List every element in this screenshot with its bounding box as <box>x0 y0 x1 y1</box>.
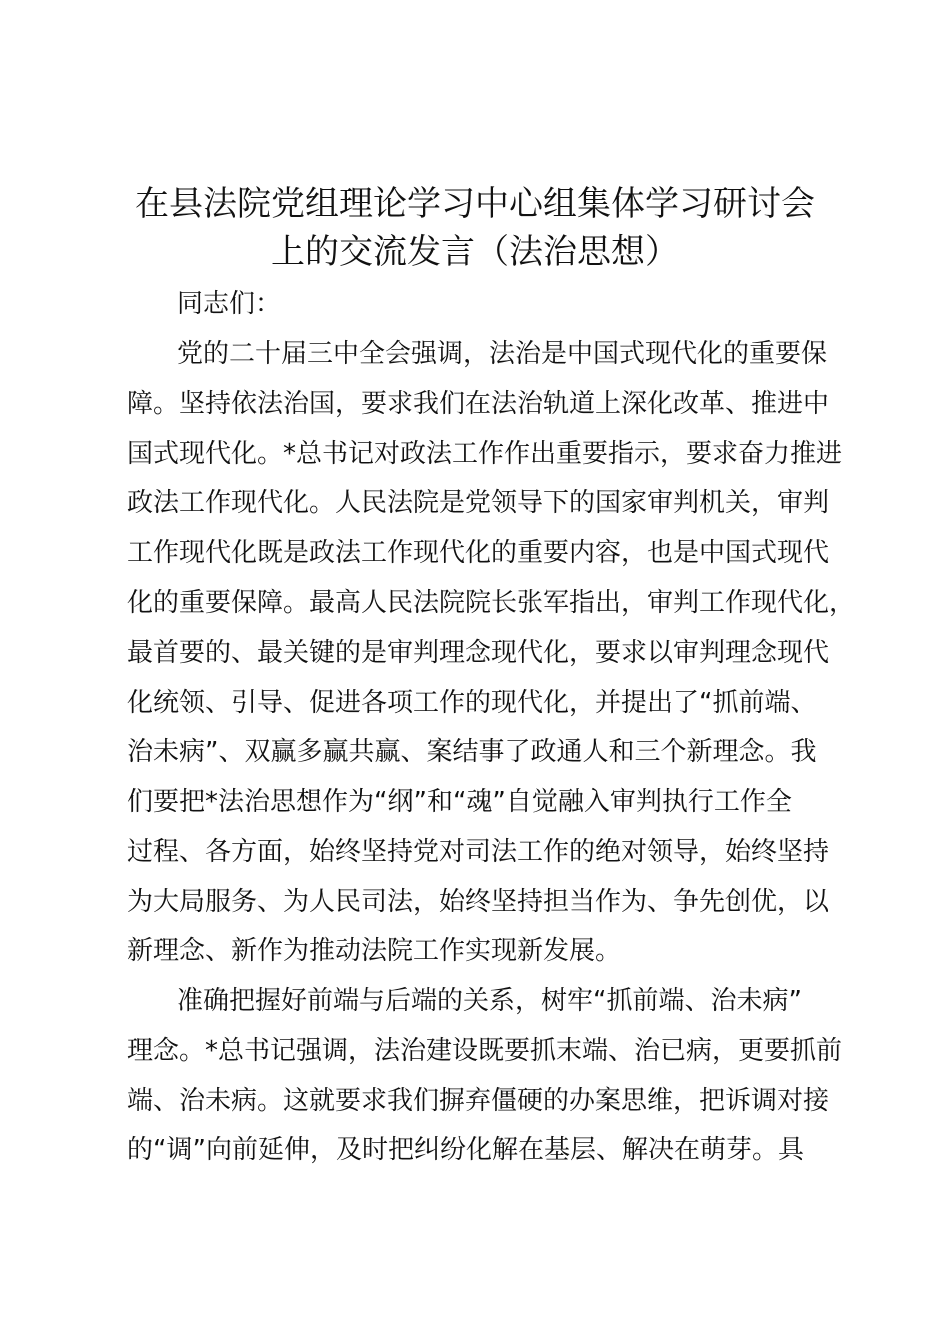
paragraph-line: 理念。*总书记强调，法治建设既要抓末端、治已病，更要抓前 <box>127 1036 843 1066</box>
paragraph-line: 准确把握好前端与后端的关系，树牢“抓前端、治未病” <box>177 986 802 1016</box>
paragraph-line: 为大局服务、为人民司法，始终坚持担当作为、争先创优，以 <box>127 887 830 917</box>
paragraph-line: 政法工作现代化。人民法院是党领导下的国家审判机关，审判 <box>127 488 830 518</box>
paragraph-line: 党的二十届三中全会强调，法治是中国式现代化的重要保 <box>177 339 828 369</box>
paragraph-line: 障。坚持依法治国，要求我们在法治轨道上深化改革、推进中 <box>127 389 830 419</box>
paragraph-line: 化的重要保障。最高人民法院院长张军指出，审判工作现代化， <box>127 588 856 618</box>
paragraph-line: 化统领、引导、促进各项工作的现代化，并提出了“抓前端、 <box>127 688 817 718</box>
paragraph-line: 工作现代化既是政法工作现代化的重要内容，也是中国式现代 <box>127 538 830 568</box>
paragraph-line: 过程、各方面，始终坚持党对司法工作的绝对领导，始终坚持 <box>127 837 830 867</box>
paragraph-line: 新理念、新作为推动法院工作实现新发展。 <box>127 936 622 966</box>
paragraph-line: 端、治未病。这就要求我们摒弃僵硬的办案思维，把诉调对接 <box>127 1086 830 1116</box>
paragraph-line: 们要把*法治思想作为“纲”和“魂”自觉融入审判执行工作全 <box>127 787 792 817</box>
document-title-line-1: 在县法院党组理论学习中心组集体学习研讨会 <box>135 184 815 224</box>
paragraph-line: 的“调”向前延伸，及时把纠纷化解在基层、解决在萌芽。具 <box>127 1135 804 1165</box>
document-title-line-2: 上的交流发言（法治思想） <box>271 232 679 272</box>
paragraph-line: 国式现代化。*总书记对政法工作作出重要指示，要求奋力推进 <box>127 439 843 469</box>
paragraph-line: 最首要的、最关键的是审判理念现代化，要求以审判理念现代 <box>127 638 830 668</box>
greeting: 同志们： <box>177 289 282 319</box>
paragraph-line: 治未病”、双赢多赢共赢、案结事了政通人和三个新理念。我 <box>127 737 817 767</box>
